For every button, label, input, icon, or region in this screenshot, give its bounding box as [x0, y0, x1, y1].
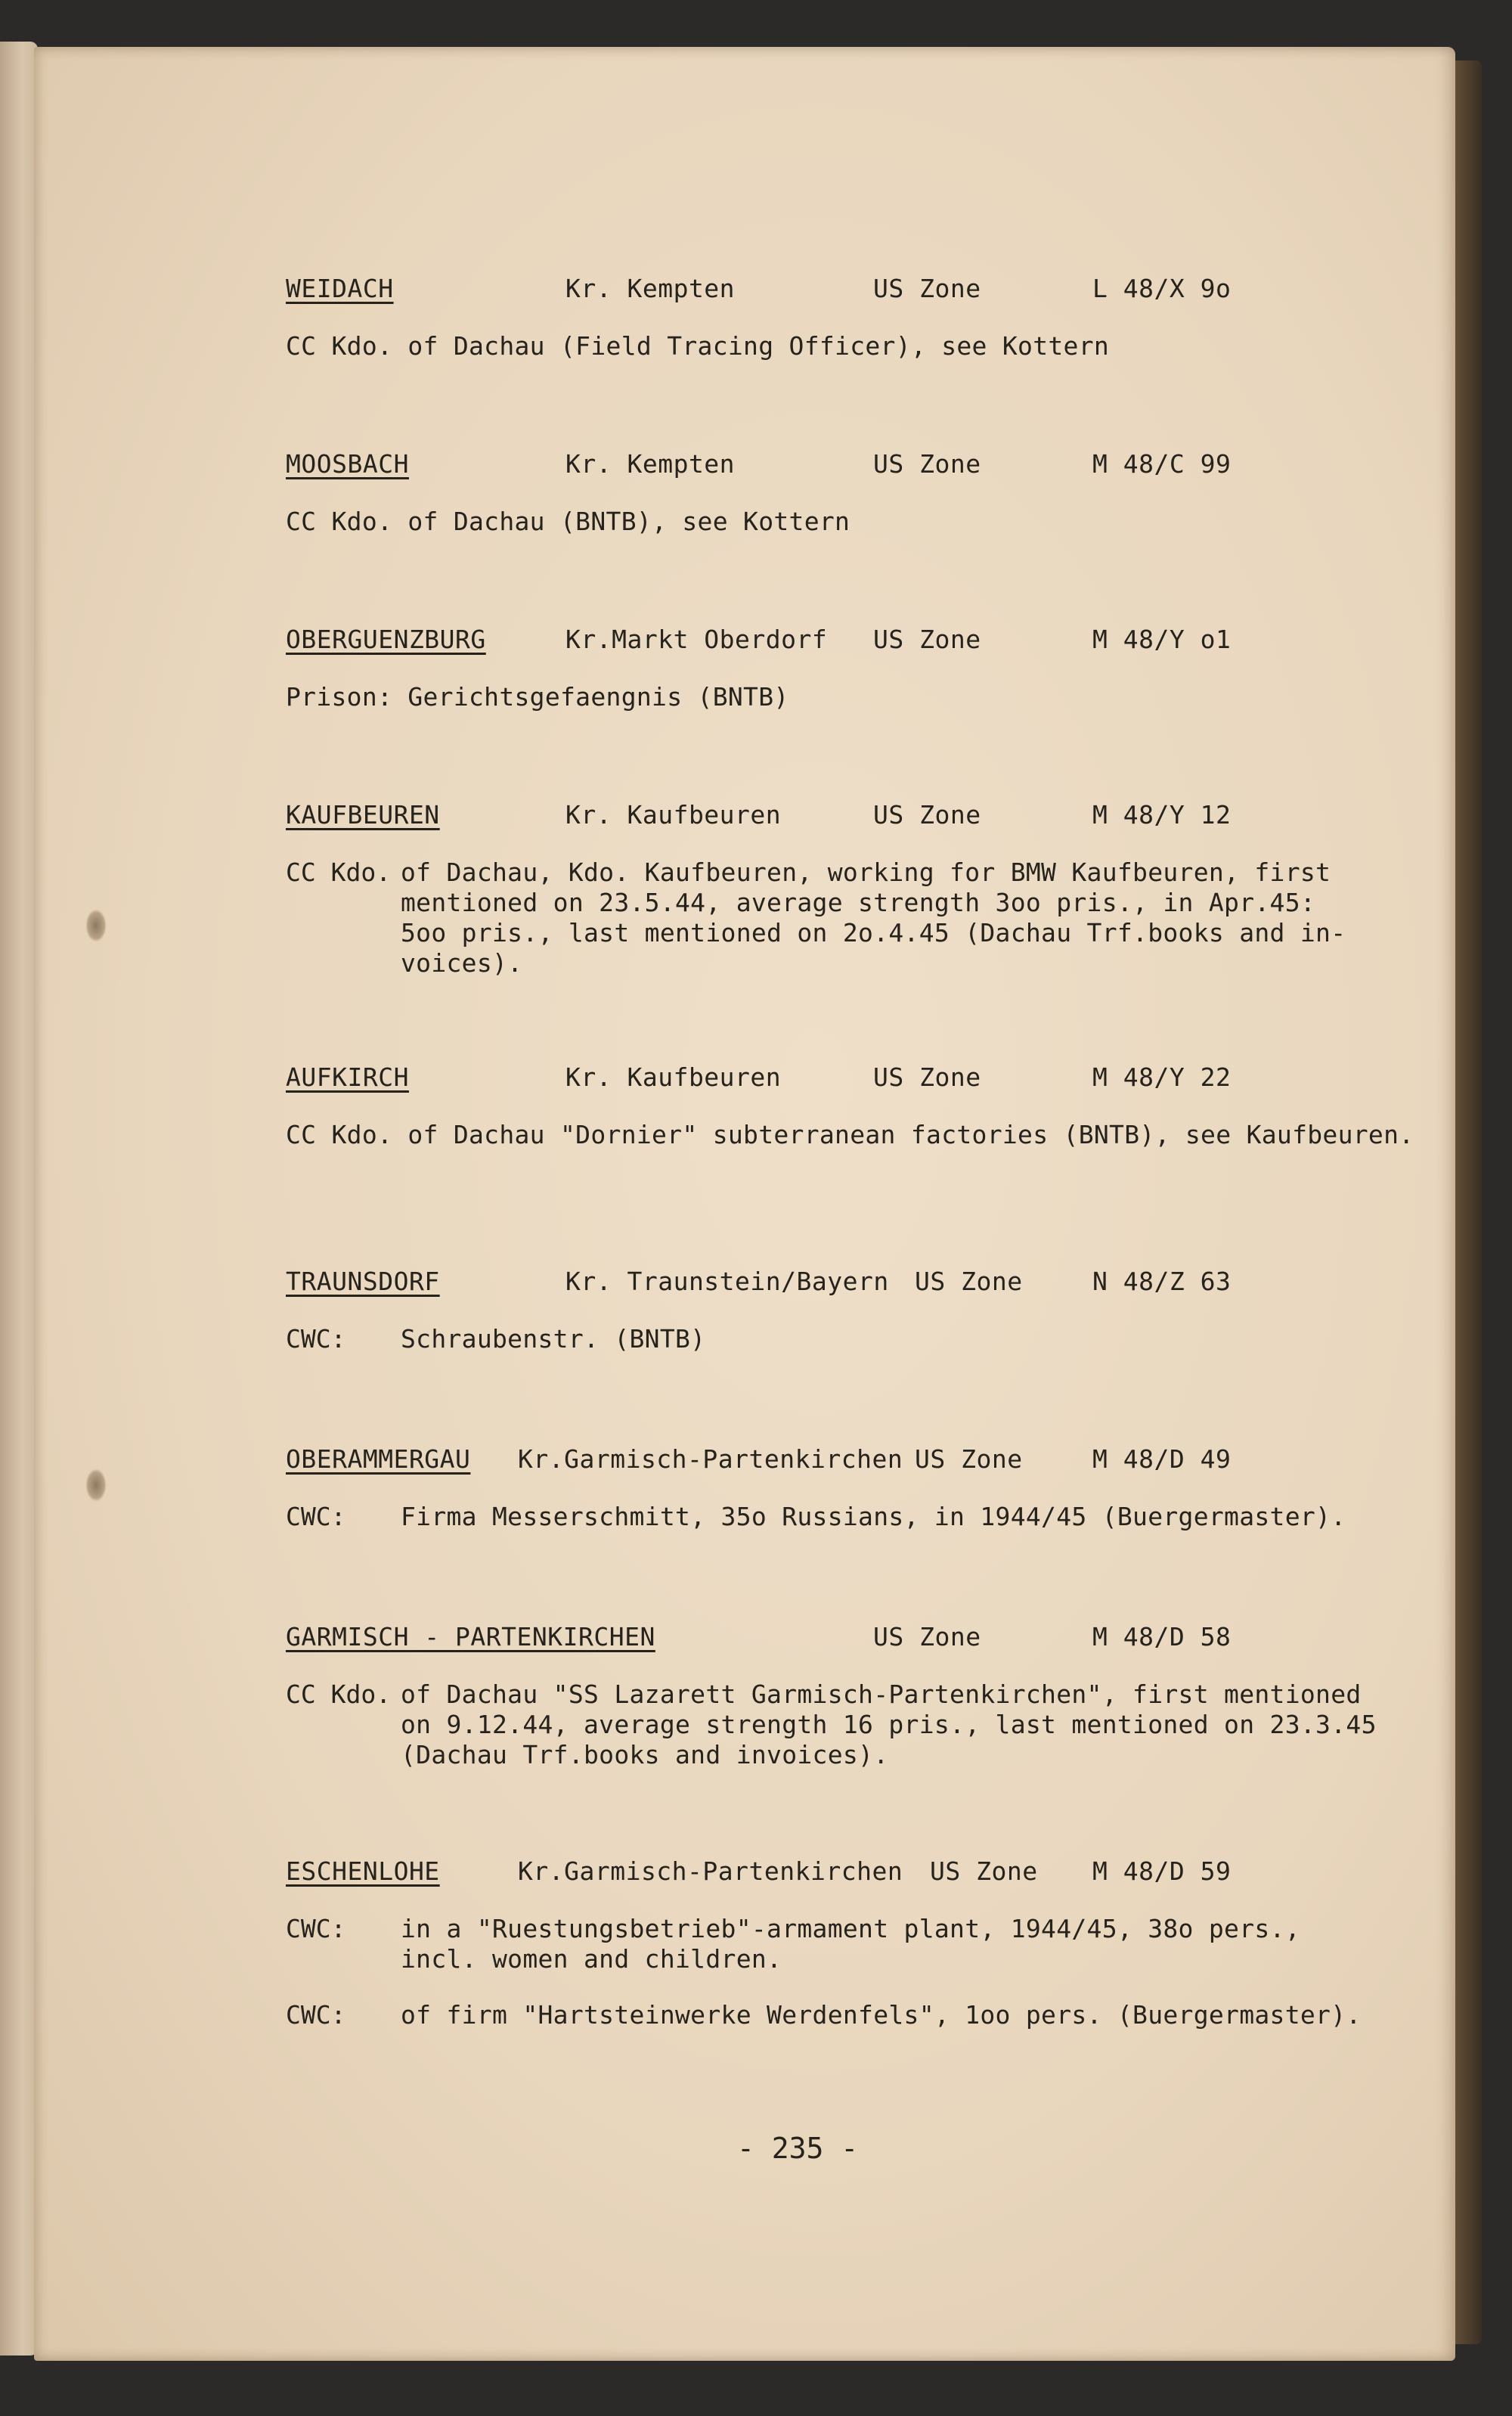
- entry-label: CC Kdo.: [286, 1679, 392, 1709]
- district: Kr. Kempten: [565, 274, 736, 303]
- entry-label: CC Kdo.: [286, 858, 392, 887]
- entry-text: on 9.12.44, average strength 16 pris., last mentioned on 23.3.45: [401, 1710, 1377, 1739]
- entry-text: CC Kdo. of Dachau (Field Tracing Officer), see Kottern: [286, 331, 1110, 361]
- entry-text: mentioned on 23.5.44, average strength 3oo pris., in Apr.45:: [401, 888, 1316, 917]
- entry-label: CWC:: [286, 1502, 346, 1531]
- grid-reference: M 48/D 49: [1092, 1444, 1232, 1474]
- grid-reference: M 48/Y 12: [1092, 800, 1232, 830]
- district: Kr.Garmisch-Partenkirchen: [518, 1856, 903, 1886]
- place-name: OBERAMMERGAU: [286, 1444, 471, 1474]
- entry-text: Firma Messerschmitt, 35o Russians, in 1944/45 (Buergermaster).: [401, 1502, 1346, 1531]
- entry-text: of Dachau "SS Lazarett Garmisch-Partenkirchen", first mentioned: [401, 1679, 1362, 1709]
- entry-text: CC Kdo. of Dachau (BNTB), see Kottern: [286, 507, 850, 536]
- entry-label: CWC:: [286, 1324, 346, 1354]
- entry-text: Prison: Gerichtsgefaengnis (BNTB): [286, 682, 789, 712]
- entry-text: of firm "Hartsteinwerke Werdenfels", 1oo pers. (Buergermaster).: [401, 2000, 1362, 2030]
- zone: US Zone: [873, 449, 981, 479]
- district: Kr. Kempten: [565, 449, 736, 479]
- document-page: [34, 47, 1455, 2361]
- grid-reference: M 48/C 99: [1092, 449, 1232, 479]
- entry-label: CWC:: [286, 1914, 346, 1943]
- zone: US Zone: [930, 1856, 1038, 1886]
- place-name: GARMISCH - PARTENKIRCHEN: [286, 1622, 655, 1652]
- zone: US Zone: [873, 274, 981, 303]
- district: Kr. Kaufbeuren: [565, 800, 782, 830]
- grid-reference: M 48/Y o1: [1092, 625, 1232, 654]
- zone: US Zone: [915, 1444, 1023, 1474]
- grid-reference: N 48/Z 63: [1092, 1267, 1232, 1296]
- grid-reference: M 48/Y 22: [1092, 1062, 1232, 1092]
- entry-text: 5oo pris., last mentioned on 2o.4.45 (Dachau Trf.books and in-: [401, 918, 1346, 947]
- place-name: OBERGUENZBURG: [286, 625, 486, 654]
- place-name: KAUFBEUREN: [286, 800, 440, 830]
- punch-hole: [85, 1469, 107, 1502]
- entry-text: incl. women and children.: [401, 1944, 782, 1974]
- place-name: ESCHENLOHE: [286, 1856, 440, 1886]
- zone: US Zone: [873, 1622, 981, 1652]
- zone: US Zone: [873, 625, 981, 654]
- entry-text: (Dachau Trf.books and invoices).: [401, 1740, 889, 1769]
- entry-text: voices).: [401, 948, 523, 978]
- entry-text: CC Kdo. of Dachau "Dornier" subterranean factories (BNTB), see Kaufbeuren.: [286, 1120, 1414, 1149]
- place-name: TRAUNSDORF: [286, 1267, 440, 1296]
- zone: US Zone: [915, 1267, 1023, 1296]
- district: Kr. Traunstein/Bayern: [565, 1267, 889, 1296]
- punch-hole: [85, 909, 107, 942]
- place-name: WEIDACH: [286, 274, 394, 303]
- page-number: - 235 -: [737, 2132, 859, 2165]
- entry-text: of Dachau, Kdo. Kaufbeuren, working for BMW Kaufbeuren, first: [401, 858, 1331, 887]
- district: Kr. Kaufbeuren: [565, 1062, 782, 1092]
- district: Kr.Markt Oberdorf: [565, 625, 828, 654]
- entry-label: CWC:: [286, 2000, 346, 2030]
- entry-text: Schraubenstr. (BNTB): [401, 1324, 706, 1354]
- grid-reference: M 48/D 59: [1092, 1856, 1232, 1886]
- grid-reference: L 48/X 9o: [1092, 274, 1232, 303]
- district: Kr.Garmisch-Partenkirchen: [518, 1444, 903, 1474]
- place-name: MOOSBACH: [286, 449, 409, 479]
- grid-reference: M 48/D 58: [1092, 1622, 1232, 1652]
- zone: US Zone: [873, 1062, 981, 1092]
- place-name: AUFKIRCH: [286, 1062, 409, 1092]
- zone: US Zone: [873, 800, 981, 830]
- entry-text: in a "Ruestungsbetrieb"-armament plant, 1944/45, 38o pers.,: [401, 1914, 1300, 1943]
- left-page-edge: [0, 42, 38, 2356]
